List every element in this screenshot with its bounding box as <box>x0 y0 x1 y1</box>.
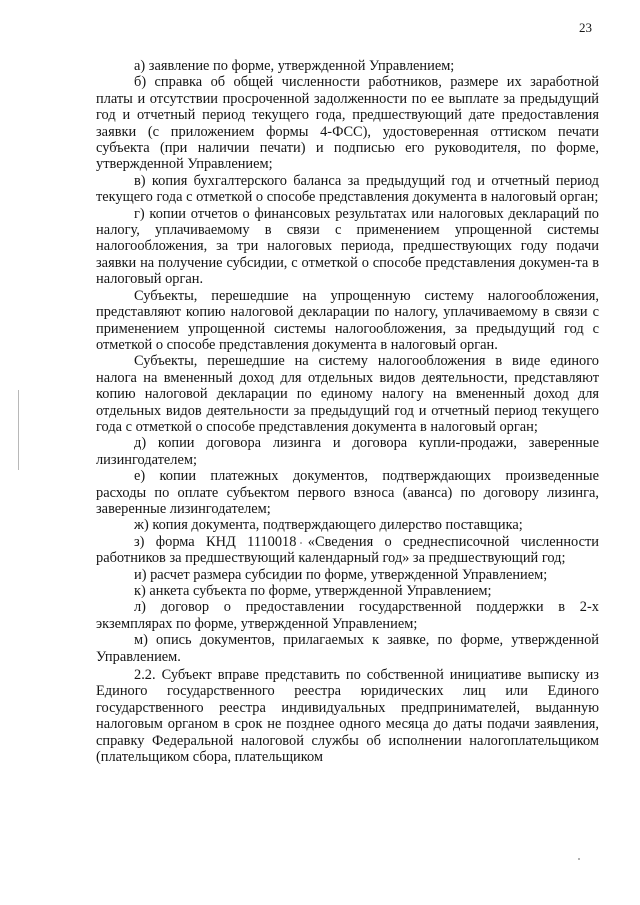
paragraph-zh: ж) копия документа, подтверждающего дилерство поставщика; <box>134 517 523 534</box>
paragraph-usn: Субъекты, перешедшие на упрощенную систему налогообложения, представляют копию налоговой декларации по налогу, уплачиваемому в связи с применением упрощенной системы налогообложения, за предыдущий год с отметкой о способе представления документа в налоговый орган. <box>96 287 599 353</box>
scan-speck <box>578 858 580 860</box>
paragraph-d: д) копии договора лизинга и договора купли-продажи, заверенные лизингодателем; <box>96 435 599 468</box>
paragraph-a: а) заявление по форме, утвержденной Управлением; <box>134 58 455 74</box>
paragraph-b: б) справка об общей численности работников, размере их заработной платы и отсутствии просроченной задолженности по ее выплате за предыдущий год и отчетный период текущего года, предшествующий дате предоставления заявки (с приложением формы 4-ФСС), удостоверенная оттиском печати субъекта (при наличии печати) и подписью его руководителя, по форме, утвержденной Управлением; <box>96 74 599 173</box>
page-number: 23 <box>579 20 592 35</box>
paragraph-g: г) копии отчетов о финансовых результатах или налоговых деклараций по налогу, уплачиваемому в связи с применением упрощенной системы налогообложения, за три налоговых периода, предшествующих году подачи заявки на получение субсидии, с отметкой о способе представления докумен-та в налоговый орган. <box>96 205 599 288</box>
paragraph-z: з) форма КНД 1110018 «Сведения о среднесписочной численности работников за предшествующий календарный год» за предшествующий год; <box>96 533 599 567</box>
paragraph-m: м) опись документов, прилагаемых к заявке, по форме, утвержденной Управлением. <box>96 632 599 665</box>
paragraph-envd: Субъекты, перешедшие на систему налогообложения в виде единого налога на вмененный доход для отдельных видов деятельности, представляют копию налоговой декларации по единому налогу на вмененный доход для отдельных видов деятельности за предыдущий год и отчетный период текущего года с отметкой о способе представления документа в налоговый орган; <box>96 353 599 435</box>
document-body <box>96 58 599 765</box>
paragraph-e: е) копии платежных документов, подтверждающих произведенные расходы по оплате субъектом первого взноса (аванса) по договору лизинга, заверенные лизингодателем; <box>96 468 599 517</box>
paragraph-2-2: 2.2. Субъект вправе представить по собственной инициативе выписку из Единого государственного реестра юридических лиц или Единого государственного реестра индивидуальных предпринимателей, выданную налоговым органом в срок не позднее одного месяца до даты подачи заявления, справку Федеральной налоговой службы об исполнении налогоплательщиком (плательщиком сбора, плательщиком <box>96 667 599 766</box>
paragraph-l: л) договор о предоставлении государственной поддержки в 2-х экземплярах по форме, утвержденной Управлением; <box>96 599 599 632</box>
paragraph-v: в) копия бухгалтерского баланса за предыдущий год и отчетный период текущего года с отметкой о способе представления документа в налоговый орган; <box>96 172 599 206</box>
paragraph-i: и) расчет размера субсидии по форме, утвержденной Управлением; <box>134 566 548 583</box>
paragraph-k: к) анкета субъекта по форме, утвержденной Управлением; <box>134 583 492 599</box>
scan-margin-line <box>18 390 19 470</box>
